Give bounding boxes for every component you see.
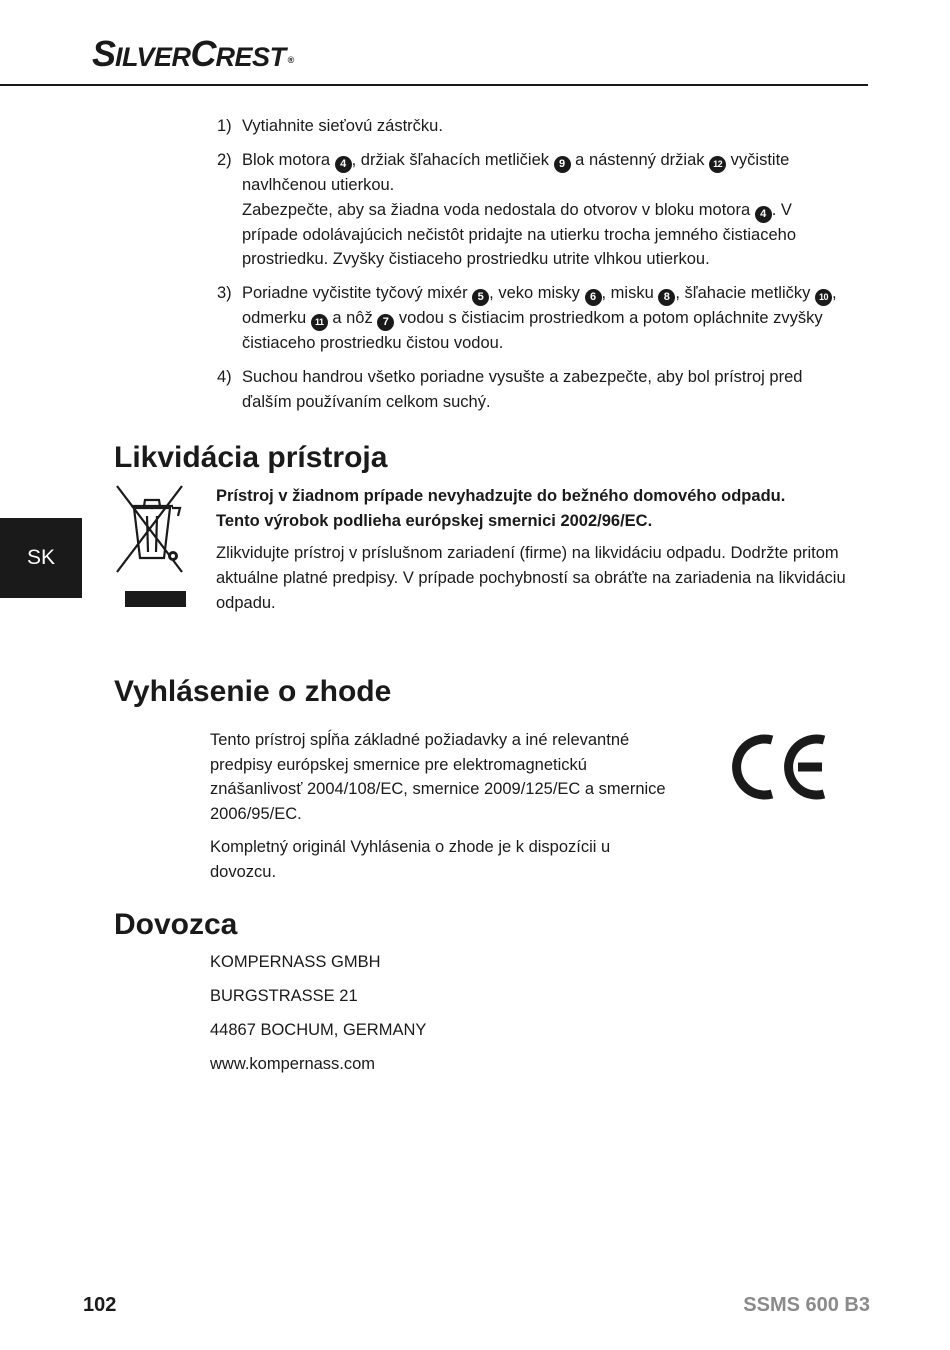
step-text: Zabezpečte, aby sa žiadna voda nedostala do otvorov v bloku motora 4 . V prípade odolávajúcich nečistôt pridajte na utierku trocha jemného čistiaceho prostriedku. Zvyšky čistiaceho prostriedku utrite vlhkou utierkou. [242, 200, 796, 268]
section-heading-conformity: Vyhlásenie o zhode [114, 675, 392, 708]
disposal-note: Zlikvidujte prístroj v príslušnom zariadení (firme) na likvidáciu odpadu. Dodržte pritom aktuálne platné predpisy. V prípade pochybností sa obráťte na zariadenia na likvidáciu odpadu. [216, 544, 846, 612]
part-number-badge: 11 [311, 314, 328, 331]
step-4 [217, 365, 842, 414]
step-number: 2) [217, 151, 232, 169]
brand-logo: SILVERCREST ® [92, 33, 294, 74]
step-text: Vytiahnite sieťovú zástrčku. [242, 117, 443, 135]
part-number-badge: 9 [554, 156, 571, 173]
part-number-badge: 7 [377, 314, 394, 331]
step-text: Blok motora 4 , držiak šľahacích metličiek 9 a nástenný držiak 12 vyčistite navlhčenou utierkou. [242, 151, 790, 194]
importer-company: KOMPERNASS GMBH [210, 953, 381, 971]
step-text: Poriadne vyčistite tyčový mixér 5 , veko misky 6 , misku 8 , šľahacie metličky 10 , odmerku 11 a nôž 7 vodou s čistiacim prostriedkom a potom opláchnite zvyšky čistiaceho prostriedku čistou vodou. [242, 284, 837, 352]
step-number: 3) [217, 284, 232, 302]
header-rule [0, 84, 868, 86]
importer-website[interactable]: www.kompernass.com [210, 1055, 376, 1073]
ce-mark-icon [732, 732, 830, 802]
page-number: 102 [83, 1294, 117, 1316]
section-heading-importer: Dovozca [114, 908, 238, 941]
disposal-warning: Prístroj v žiadnom prípade nevyhadzujte do bežného domového odpadu. [216, 487, 786, 505]
section-heading-disposal: Likvidácia prístroja [114, 441, 388, 474]
weee-crossed-bin-icon [114, 484, 186, 609]
cleaning-steps [217, 114, 842, 424]
importer-street: BURGSTRASSE 21 [210, 987, 358, 1005]
part-number-badge: 6 [585, 289, 602, 306]
step-number: 1) [217, 117, 232, 135]
part-number-badge: 4 [755, 206, 772, 223]
step-number: 4) [217, 368, 232, 386]
step-3 [217, 281, 842, 356]
step-text: Suchou handrou všetko poriadne vysušte a zabezpečte, aby bol prístroj pred ďalším používaním celkom suchý. [242, 368, 803, 411]
conformity-paragraph: Kompletný originál Vyhlásenia o zhode je k dispozícii u dovozcu. [210, 838, 611, 881]
disposal-directive: Tento výrobok podlieha európskej smernici 2002/96/EC. [216, 512, 653, 530]
model-number: SSMS 600 B3 [743, 1294, 870, 1316]
conformity-text [210, 728, 680, 884]
importer-city: 44867 BOCHUM, GERMANY [210, 1021, 427, 1039]
part-number-badge: 12 [709, 156, 726, 173]
step-1 [217, 114, 842, 139]
part-number-badge: 5 [472, 289, 489, 306]
conformity-paragraph: Tento prístroj spĺňa základné požiadavky a iné relevantné predpisy európskej smernice pre elektromagnetickú znášanlivosť 2004/108/EC, smernice 2009/125/EC a smernice 2006/95/EC. [210, 731, 666, 823]
part-number-badge: 8 [658, 289, 675, 306]
step-2 [217, 148, 842, 272]
language-tab: SK [0, 518, 82, 598]
disposal-text [216, 484, 846, 616]
part-number-badge: 4 [335, 156, 352, 173]
importer-address [210, 950, 426, 1086]
part-number-badge: 10 [815, 289, 832, 306]
